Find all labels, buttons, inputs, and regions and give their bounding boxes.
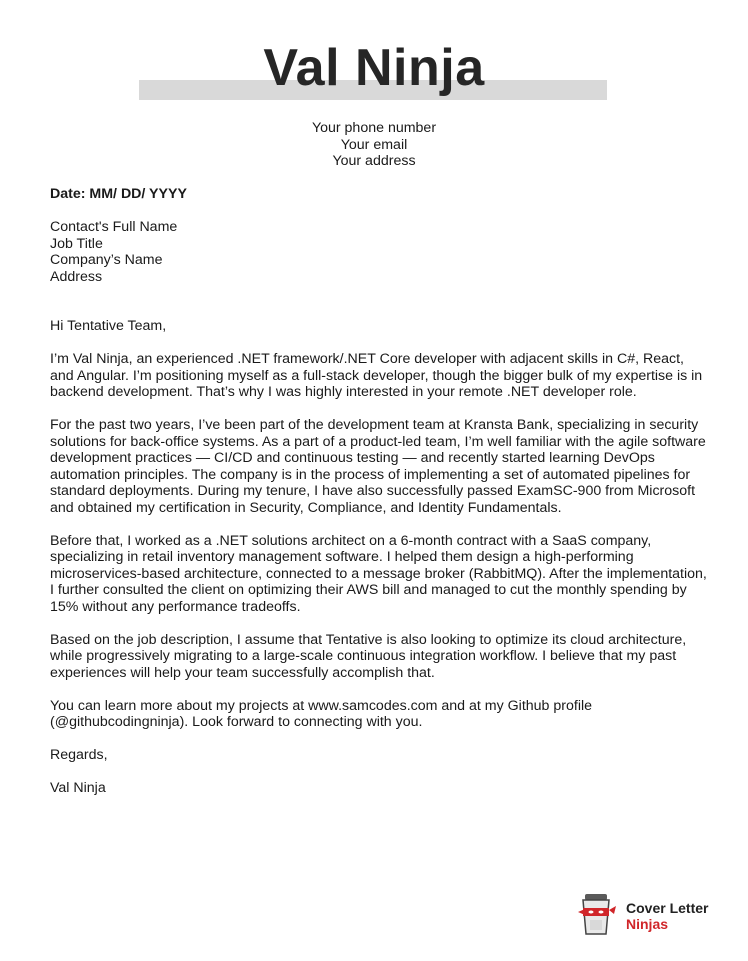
contact-block [0, 120, 748, 170]
recipient-name: Contact's Full Name [50, 219, 178, 235]
paragraph: For the past two years, I’ve been part of the development team at Kransta Bank, specializing in security solutions for back-office systems. As a part of a product-led team, I’m well familiar with the agile software development practices — CI/CD and continuous testing — and recently started learning DevOps automation principles. The company is in the process of implementing a set of automated pipelines for standard deployments. During my tenure, I have also successfully passed ExamSC-900 from Microsoft and obtained my certification in Security, Compliance, and Identity Fundamentals. [50, 417, 706, 516]
ninja-mascot-icon [576, 890, 616, 936]
letter-body [50, 186, 710, 813]
closing: Regards, [50, 747, 108, 763]
paragraph: You can learn more about my projects at www.samcodes.com and at my Github profile (@githubcodingninja). Look forward to connecting with you. [50, 697, 593, 730]
logo-text-line2: Ninjas [626, 916, 669, 932]
signature: Val Ninja [50, 780, 106, 796]
cover-letter-ninjas-logo [576, 890, 726, 936]
recipient-address: Address [50, 268, 103, 285]
recipient-block [50, 219, 710, 285]
recipient-job-title: Job Title [50, 235, 103, 252]
phone-line: Your phone number [311, 120, 437, 136]
address-line: Your address [332, 153, 416, 169]
letter-date: Date: MM/ DD/ YYYY [50, 186, 187, 202]
email-line: Your email [340, 136, 408, 153]
paragraph: I’m Val Ninja, an experienced .NET framework/.NET Core developer with adjacent skills in C#, React, and Angular. I’m positioning myself as a full-stack developer, though the bigger bulk of my expertise is in backend development. That’s why I was highly interested in your remote .NET developer role. [50, 351, 703, 400]
recipient-company: Company’s Name [50, 252, 163, 268]
applicant-name: Val Ninja [263, 39, 485, 97]
greeting: Hi Tentative Team, [50, 318, 167, 334]
logo-text-line1: Cover Letter [626, 900, 709, 916]
paragraph: Based on the job description, I assume that Tentative is also looking to optimize its cloud architecture, while progressively migrating to a large-scale continuous integration workflow. I believe that my past experiences will help your team successfully accomplish that. [50, 631, 687, 681]
paragraph: Before that, I worked as a .NET solutions architect on a 6-month contract with a SaaS company, specializing in retail inventory management software. I helped them design a high-performing microservices-based architecture, connected to a message broker (RabbitMQ). After the implementation, I further consulted the client on optimizing their AWS bill and managed to cut the monthly spending by 15% without any performance tradeoffs. [50, 532, 707, 615]
